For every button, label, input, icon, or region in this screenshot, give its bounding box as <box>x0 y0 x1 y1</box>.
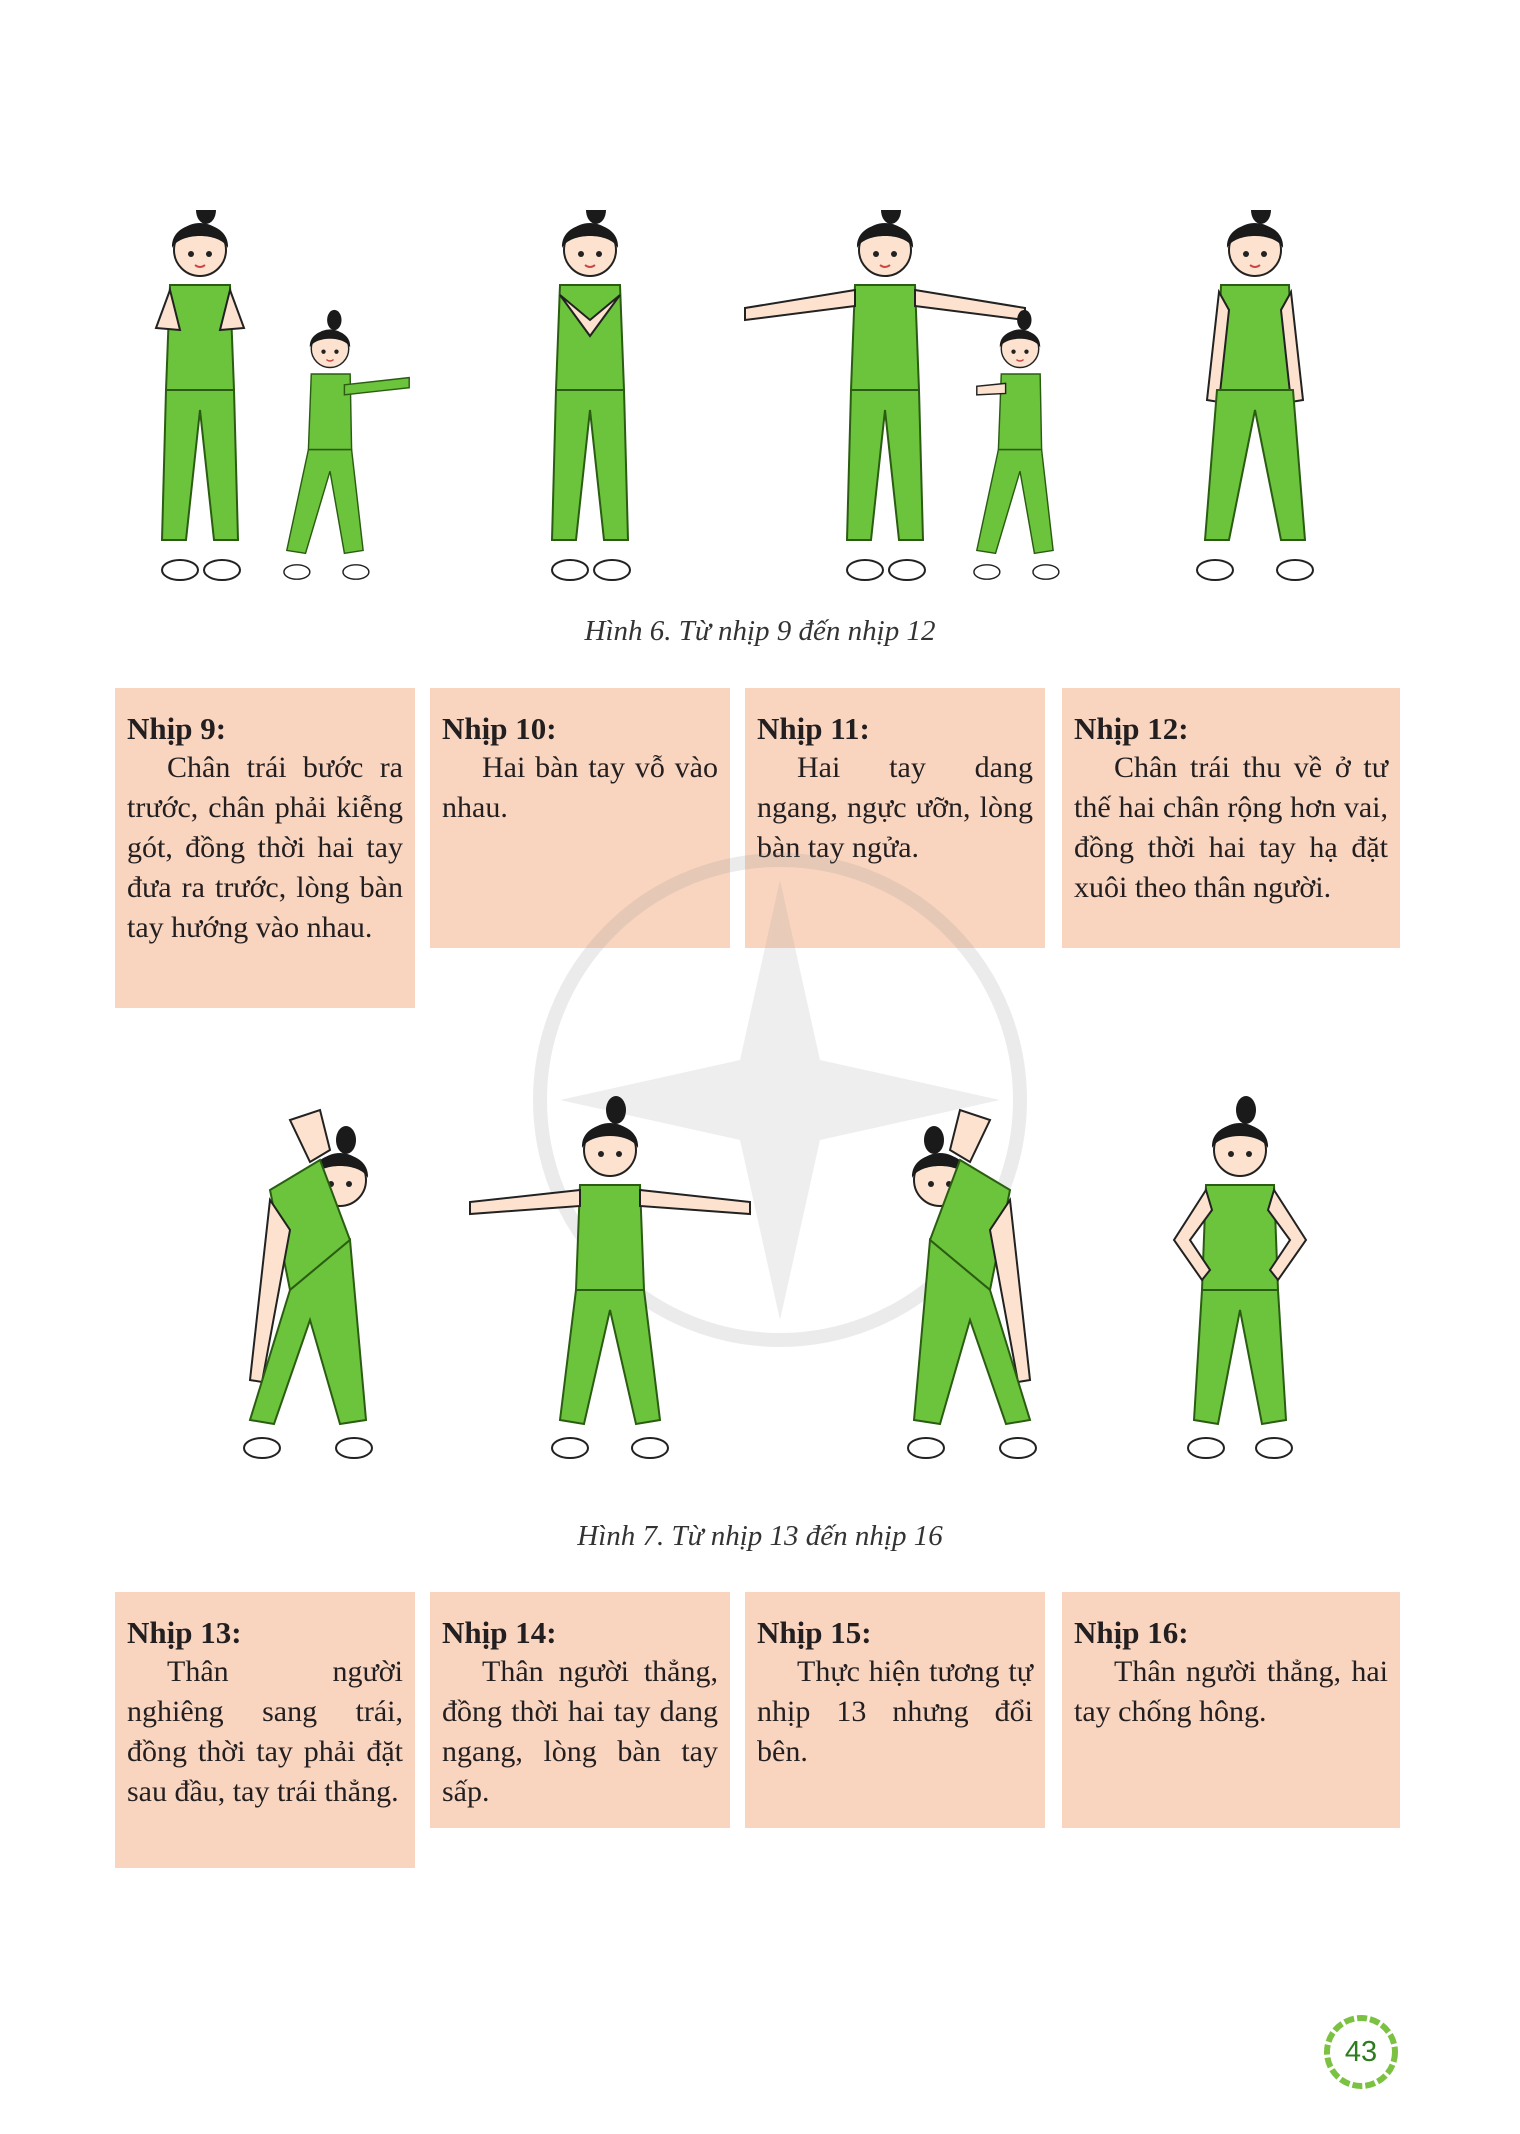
step-title: Nhịp 16: <box>1074 1615 1189 1650</box>
figure-7-caption: Hình 7. Từ nhịp 13 đến nhịp 16 <box>577 1520 943 1552</box>
figure-6-caption: Hình 6. Từ nhịp 9 đến nhịp 12 <box>584 615 936 647</box>
step-title: Nhịp 10: <box>442 711 557 746</box>
step-text: Chân trái thu về ở tư thế hai chân rộng hơn vai, đồng thời hai tay hạ đặt xuôi theo thân người. <box>1074 751 1388 904</box>
step-text: Hai tay dang ngang, ngực ưỡn, lòng bàn tay ngửa. <box>757 751 1033 864</box>
step-title: Nhịp 15: <box>757 1615 872 1650</box>
step-title: Nhịp 9: <box>127 711 227 746</box>
step-box-12 <box>1062 688 1400 948</box>
step-title: Nhịp 13: <box>127 1615 242 1650</box>
step-text: Thân người nghiêng sang trái, đồng thời tay phải đặt sau đầu, tay trái thẳng. <box>127 1655 403 1808</box>
step-title: Nhịp 11: <box>757 711 870 746</box>
step-text: Thực hiện tương tự nhịp 13 nhưng đổi bên. <box>757 1655 1033 1768</box>
step-title: Nhịp 12: <box>1074 711 1189 746</box>
step-box-9 <box>115 688 415 1008</box>
figure-7-illustration <box>180 1090 1360 1470</box>
page-number: 43 <box>1344 2036 1378 2068</box>
step-box-14 <box>430 1592 730 1828</box>
step-box-13 <box>115 1592 415 1868</box>
step-text: Hai bàn tay vỗ vào nhau. <box>442 751 718 824</box>
step-text: Chân trái bước ra trước, chân phải kiễng gót, đồng thời hai tay đưa ra trước, lòng bàn tay hướng vào nhau. <box>127 751 403 944</box>
step-text: Thân người thẳng, hai tay chống hông. <box>1074 1655 1388 1728</box>
step-box-16 <box>1062 1592 1400 1828</box>
step-title: Nhịp 14: <box>442 1615 557 1650</box>
step-text: Thân người thẳng, đồng thời hai tay dang ngang, lòng bàn tay sấp. <box>442 1655 718 1808</box>
figure-6-illustration <box>140 210 1360 600</box>
step-box-15 <box>745 1592 1045 1828</box>
